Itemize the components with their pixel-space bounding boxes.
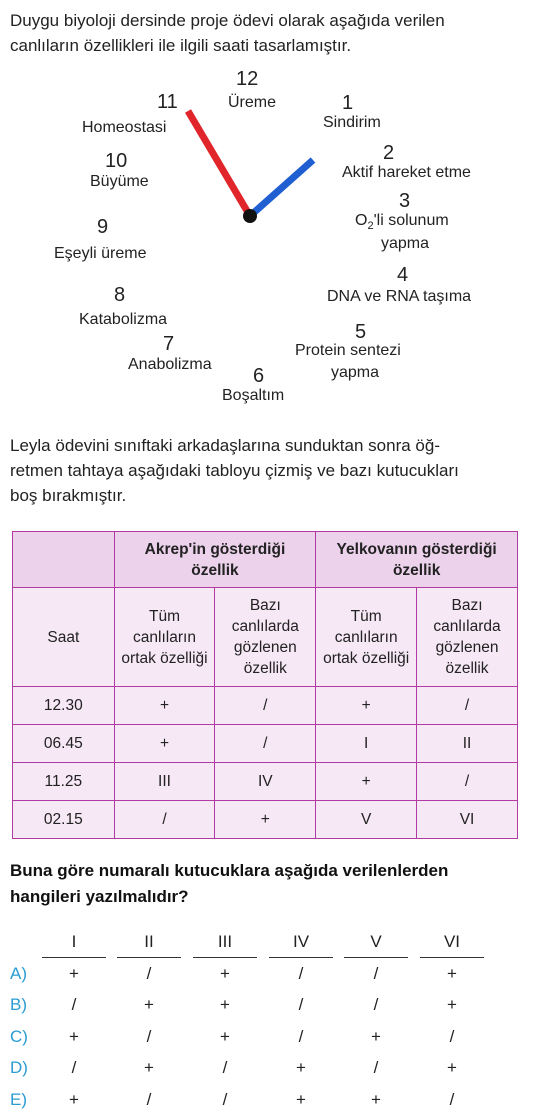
option-value: + bbox=[447, 1058, 457, 1077]
clock-label-9: Eşeyli üreme bbox=[54, 245, 147, 262]
option-value: / bbox=[298, 1027, 304, 1046]
clock-number-11: 11 bbox=[157, 91, 178, 113]
clock-center bbox=[243, 209, 257, 223]
answer-header-VI: VI bbox=[443, 932, 461, 951]
clock-label-12: Üreme bbox=[228, 94, 277, 111]
option-value: + bbox=[220, 995, 230, 1014]
clock-number-10: 10 bbox=[105, 150, 128, 172]
option-value: + bbox=[447, 995, 457, 1014]
option-value: / bbox=[222, 1090, 228, 1109]
option-value: / bbox=[373, 1058, 379, 1077]
answer-header-V: V bbox=[370, 932, 382, 951]
table-cell: + bbox=[114, 725, 215, 763]
clock-label-11: Homeostasi bbox=[82, 119, 167, 136]
option-value: / bbox=[298, 964, 304, 983]
table-corner-cell bbox=[13, 532, 115, 588]
clock-number-7: 7 bbox=[163, 333, 175, 355]
answer-header-rule bbox=[269, 957, 333, 958]
clock-number-5: 5 bbox=[355, 321, 367, 343]
question-text bbox=[10, 858, 525, 910]
option-value: / bbox=[71, 1058, 77, 1077]
table-cell: I bbox=[316, 725, 417, 763]
table-row bbox=[13, 687, 518, 725]
table-header-hour-hand: Akrep'in gösterdiği özellik bbox=[114, 532, 316, 588]
clock-label-4: DNA ve RNA taşıma bbox=[327, 288, 472, 305]
clock-label-8: Katabolizma bbox=[79, 311, 168, 328]
option-value: / bbox=[71, 995, 77, 1014]
option-value: / bbox=[373, 964, 379, 983]
clock-number-2: 2 bbox=[383, 142, 395, 164]
option-value: / bbox=[373, 995, 379, 1014]
table-subheader-some-2: Bazı canlılarda gözlenen özellik bbox=[417, 588, 518, 687]
option-value: / bbox=[449, 1027, 455, 1046]
para2-line-3: boş bırakmıştır. bbox=[10, 486, 127, 505]
option-value: + bbox=[144, 995, 154, 1014]
option-value: / bbox=[222, 1058, 228, 1077]
option-letter[interactable]: E) bbox=[10, 1090, 27, 1109]
option-value: + bbox=[296, 1058, 306, 1077]
answer-header-I: I bbox=[71, 932, 77, 951]
second-paragraph bbox=[10, 433, 525, 508]
table-cell-time: 02.15 bbox=[13, 801, 115, 839]
clock-number-4: 4 bbox=[397, 264, 409, 286]
option-letter[interactable]: A) bbox=[10, 964, 27, 983]
clock-label-6: Boşaltım bbox=[222, 387, 285, 404]
option-value: / bbox=[449, 1090, 455, 1109]
table-cell-time: 11.25 bbox=[13, 763, 115, 801]
question-line-2: hangileri yazılmalıdır? bbox=[10, 887, 189, 906]
answer-header-IV: IV bbox=[292, 932, 310, 951]
table-cell-time: 12.30 bbox=[13, 687, 115, 725]
option-value: + bbox=[371, 1027, 381, 1046]
answer-header-II: II bbox=[144, 932, 154, 951]
clock-label-2: Aktif hareket etme bbox=[342, 164, 471, 181]
minute-hand bbox=[188, 111, 250, 216]
table-cell: + bbox=[215, 801, 316, 839]
clock-label-3b: yapma bbox=[381, 235, 430, 252]
table-cell: VI bbox=[417, 801, 518, 839]
answer-header-rule bbox=[117, 957, 181, 958]
option-value: + bbox=[371, 1090, 381, 1109]
table-cell: / bbox=[417, 687, 518, 725]
properties-table bbox=[12, 531, 518, 839]
intro-line-1: Duygu biyoloji dersinde proje ödevi olarak aşağıda verilen bbox=[10, 11, 445, 30]
table-cell: V bbox=[316, 801, 417, 839]
table-cell-time: 06.45 bbox=[13, 725, 115, 763]
para2-line-2: retmen tahtaya aşağıdaki tabloyu çizmiş ve bazı kutucukları bbox=[10, 461, 459, 480]
clock-label-1: Sindirim bbox=[323, 114, 381, 131]
option-value: + bbox=[447, 964, 457, 983]
option-letter[interactable]: B) bbox=[10, 995, 27, 1014]
clock-number-6: 6 bbox=[253, 365, 265, 387]
table-subheader-common-2: Tüm canlıların ortak özelliği bbox=[316, 588, 417, 687]
question-line-1: Buna göre numaralı kutucuklara aşağıda verilenlerden bbox=[10, 861, 449, 880]
table-cell: II bbox=[417, 725, 518, 763]
table-cell: III bbox=[114, 763, 215, 801]
table-row bbox=[13, 763, 518, 801]
option-value: + bbox=[69, 1027, 79, 1046]
option-value: / bbox=[298, 995, 304, 1014]
answer-header-rule bbox=[42, 957, 106, 958]
answer-header-rule bbox=[420, 957, 484, 958]
option-value: + bbox=[296, 1090, 306, 1109]
option-value: + bbox=[144, 1058, 154, 1077]
table-header-saat: Saat bbox=[13, 588, 115, 687]
table-cell: / bbox=[417, 763, 518, 801]
option-value: + bbox=[220, 964, 230, 983]
intro-line-2: canlıların özellikleri ile ilgili saati tasarlamıştır. bbox=[10, 36, 352, 55]
table-row bbox=[13, 725, 518, 763]
clock-number-1: 1 bbox=[342, 92, 354, 114]
clock-number-12: 12 bbox=[236, 68, 259, 90]
option-value: / bbox=[146, 1027, 152, 1046]
para2-line-1: Leyla ödevini sınıftaki arkadaşlarına sunduktan sonra öğ- bbox=[10, 436, 440, 455]
clock-number-9: 9 bbox=[97, 216, 109, 238]
clock-hands bbox=[0, 0, 533, 420]
table-subheader-common-1: Tüm canlıların ortak özelliği bbox=[114, 588, 215, 687]
hour-hand bbox=[250, 160, 313, 216]
option-letter[interactable]: C) bbox=[10, 1027, 28, 1046]
table-cell: / bbox=[114, 801, 215, 839]
table-header-minute-hand: Yelkovanın gösterdiği özellik bbox=[316, 532, 518, 588]
table-cell: + bbox=[316, 687, 417, 725]
clock-label-5b: yapma bbox=[331, 364, 380, 381]
table-cell: + bbox=[114, 687, 215, 725]
table-subheader-some-1: Bazı canlılarda gözlenen özellik bbox=[215, 588, 316, 687]
clock-label-10: Büyüme bbox=[90, 173, 149, 190]
table-row bbox=[13, 801, 518, 839]
answer-header-III: III bbox=[217, 932, 233, 951]
table-cell: / bbox=[215, 725, 316, 763]
table-cell: + bbox=[316, 763, 417, 801]
table-cell: IV bbox=[215, 763, 316, 801]
answer-header-rule bbox=[193, 957, 257, 958]
option-value: / bbox=[146, 964, 152, 983]
table-cell: / bbox=[215, 687, 316, 725]
clock-label-7: Anabolizma bbox=[128, 356, 212, 373]
clock-label-5a: Protein sentezi bbox=[295, 342, 401, 359]
clock-number-3: 3 bbox=[399, 190, 411, 212]
option-value: / bbox=[146, 1090, 152, 1109]
option-value: + bbox=[220, 1027, 230, 1046]
option-value: + bbox=[69, 1090, 79, 1109]
option-value: + bbox=[69, 964, 79, 983]
clock-number-8: 8 bbox=[114, 284, 126, 306]
answer-header-rule bbox=[344, 957, 408, 958]
option-letter[interactable]: D) bbox=[10, 1058, 28, 1077]
clock-label-3a: $O_2'li$ solunum bbox=[355, 212, 449, 233]
